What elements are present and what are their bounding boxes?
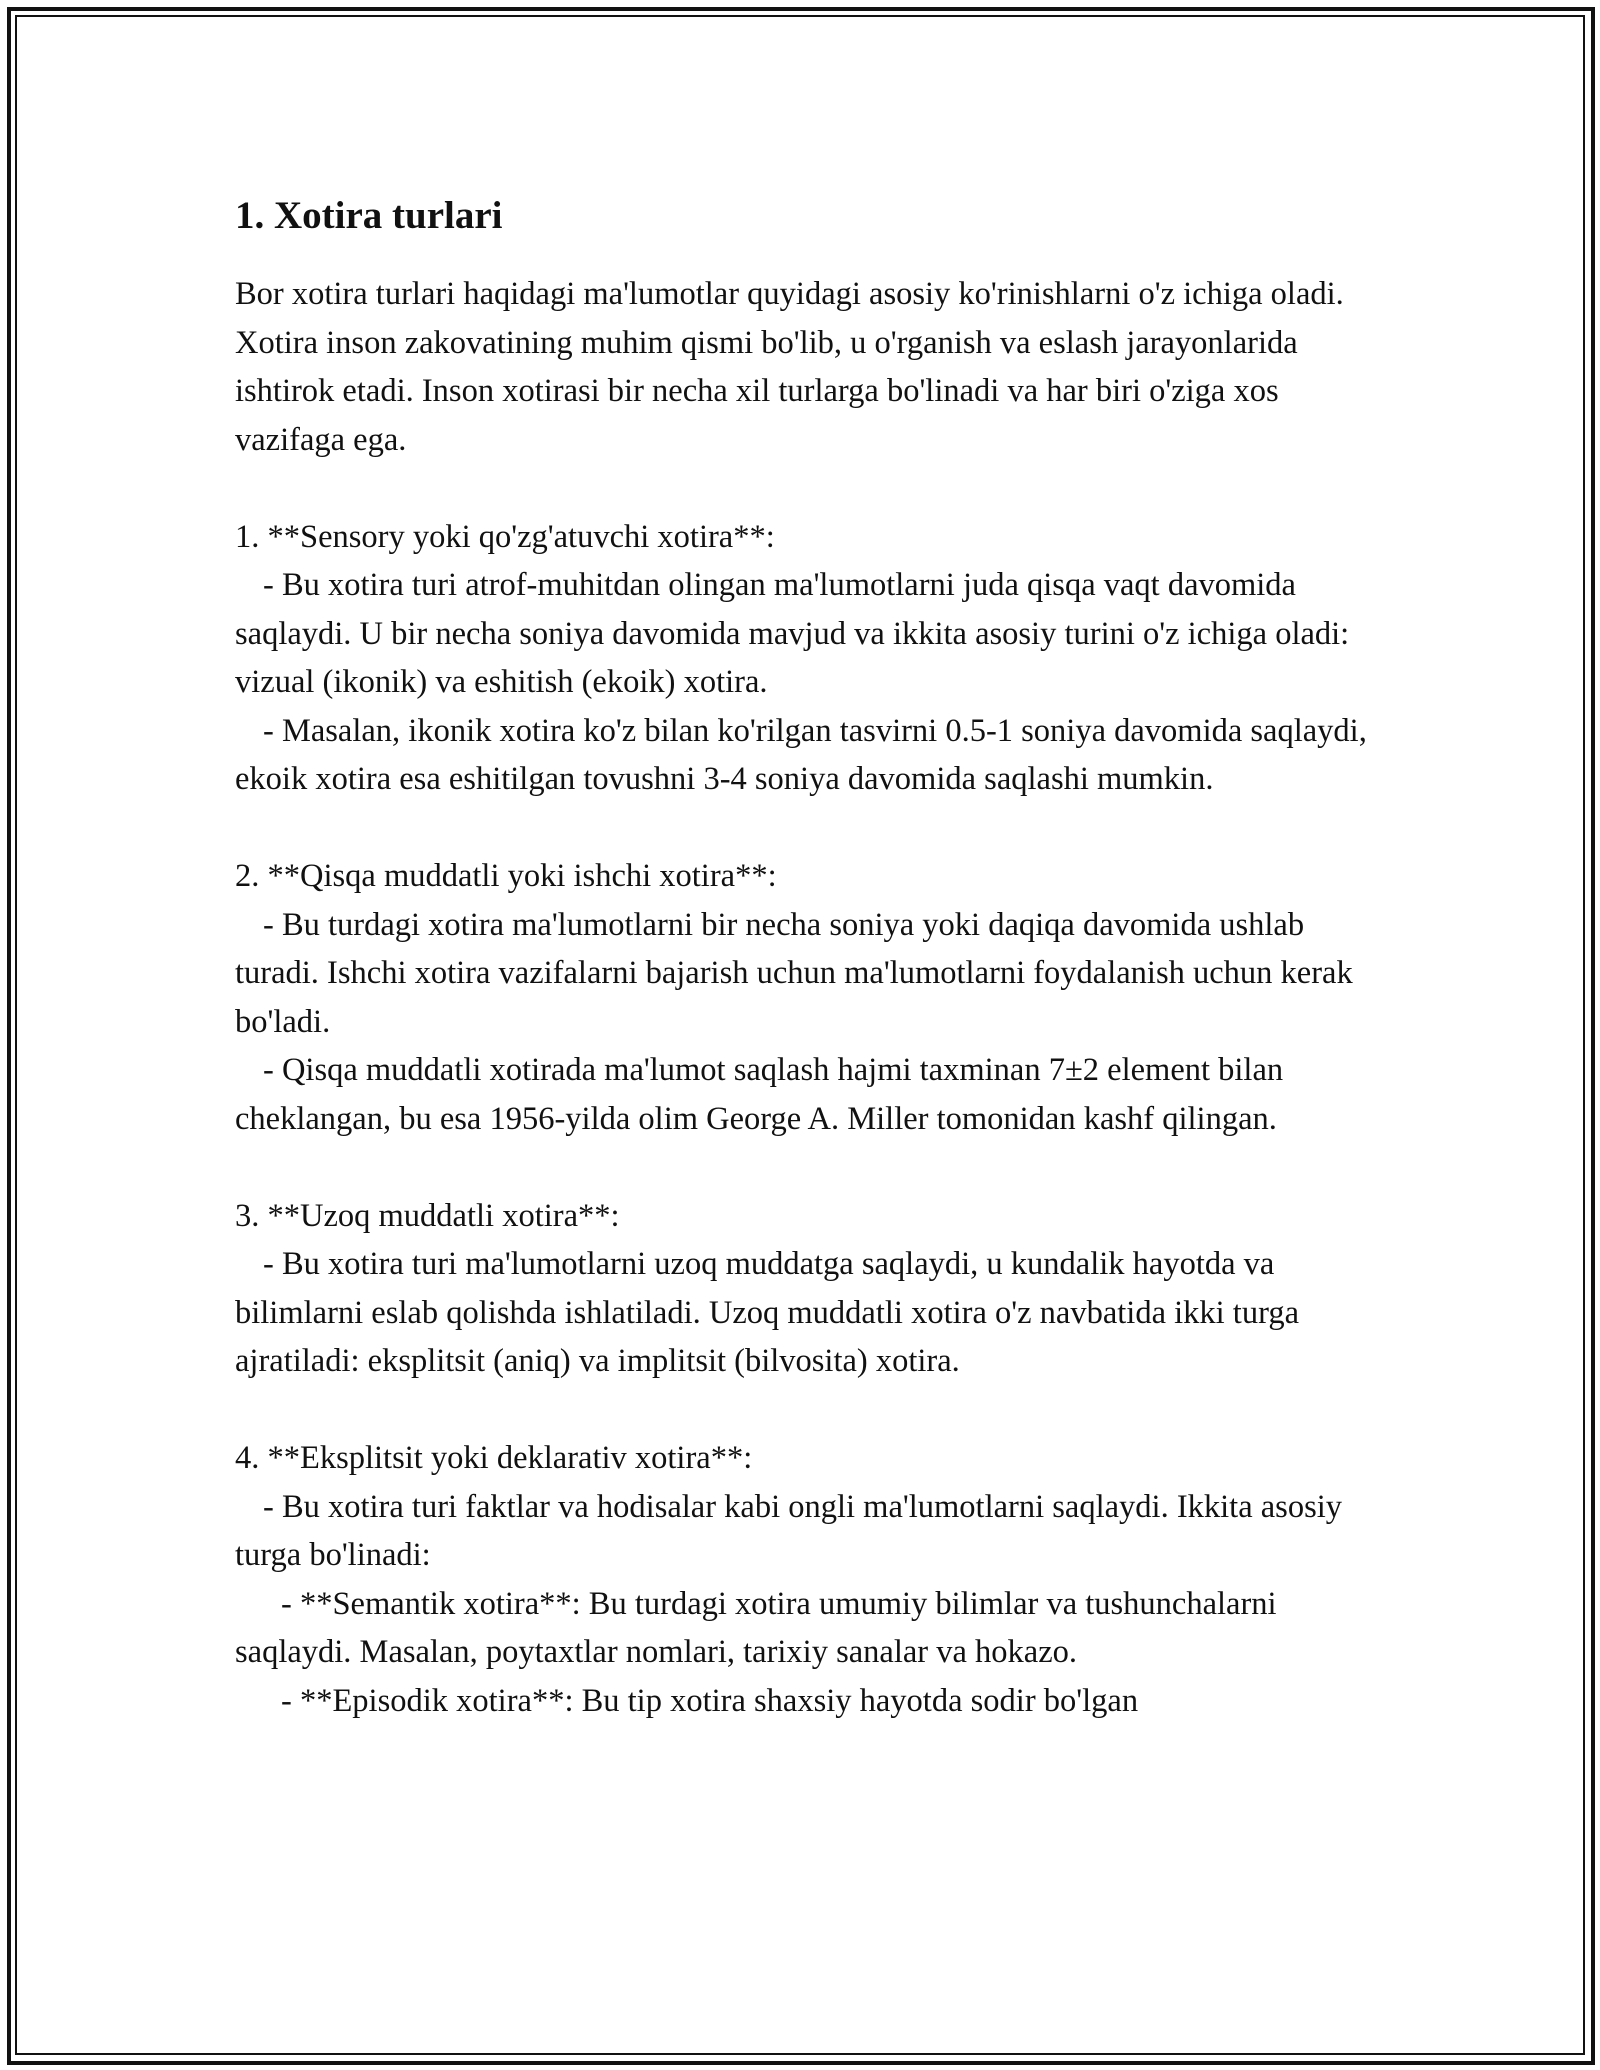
document-body	[235, 188, 1375, 1725]
section-3-point-1: - Bu xotira turi ma'lumotlarni uzoq muddatga saqlaydi, u kundalik hayotda va bilimlarni eslab qolishda ishlatiladi. Uzoq muddatli xotira o'z navbatida ikki turga ajratiladi: eksplitsit (aniq) va implitsit (bilvosita) xotira.	[235, 1246, 1308, 1379]
section-2-point-2: - Qisqa muddatli xotirada ma'lumot saqlash hajmi taxminan 7±2 element bilan cheklangan, bu esa 1956-yilda olim George A. Miller tomonidan kashf qilingan.	[235, 1052, 1292, 1137]
section-1-point-2: - Masalan, ikonik xotira ko'z bilan ko'rilgan tasvirni 0.5-1 soniya davomida saqlaydi, ekoik xotira esa eshitilgan tovushni 3-4 soniya davomida saqlashi mumkin.	[235, 712, 1375, 797]
section-4-point-1: - Bu xotira turi faktlar va hodisalar kabi ongli ma'lumotlarni saqlaydi. Ikkita asosiy turga bo'linadi:	[235, 1488, 1351, 1573]
spacer	[235, 1386, 1375, 1435]
intro-paragraph: Bor xotira turlari haqidagi ma'lumotlar quyidagi asosiy ko'rinishlarni o'z ichiga oladi. Xotira inson zakovatining muhim qismi bo'lib, u o'rganish va eslash jarayonlarida ishtirok etadi. Inson xotirasi bir necha xil turlarga bo'linadi va har biri o'ziga xos vazifaga ega.	[235, 276, 1352, 458]
section-2-point-1: - Bu turdagi xotira ma'lumotlarni bir necha soniya yoki daqiqa davomida ushlab turadi. Ishchi xotira vazifalarni bajarish uchun ma'lumotlarni foydalanish uchun kerak bo'ladi.	[235, 906, 1361, 1040]
spacer	[235, 804, 1375, 853]
section-1-point-1: - Bu xotira turi atrof-muhitdan olingan ma'lumotlarni juda qisqa vaqt davomida saqlaydi. U bir necha soniya davomida mavjud va ikkita asosiy turini o'z ichiga oladi: vizual (ikonik) va eshitish (ekoik) xotira.	[235, 567, 1358, 700]
spacer	[235, 1143, 1375, 1192]
section-2-heading: 2. **Qisqa muddatli yoki ishchi xotira**:	[235, 858, 777, 894]
section-4-subpoint-semantic: - **Semantik xotira**: Bu turdagi xotira umumiy bilimlar va tushunchalarni saqlaydi. Masalan, poytaxtlar nomlari, tarixiy sanalar va hokazo.	[235, 1585, 1285, 1670]
document-title: 1. Xotira turlari	[235, 194, 503, 237]
section-4-subpoint-episodic: - **Episodik xotira**: Bu tip xotira shaxsiy hayotda sodir bo'lgan	[281, 1682, 1139, 1719]
section-1-heading: 1. **Sensory yoki qo'zg'atuvchi xotira**:	[235, 518, 775, 555]
spacer	[235, 464, 1375, 513]
section-3-heading: 3. **Uzoq muddatli xotira**:	[235, 1197, 620, 1234]
section-4-heading: 4. **Eksplitsit yoki deklarativ xotira**:	[235, 1440, 753, 1476]
